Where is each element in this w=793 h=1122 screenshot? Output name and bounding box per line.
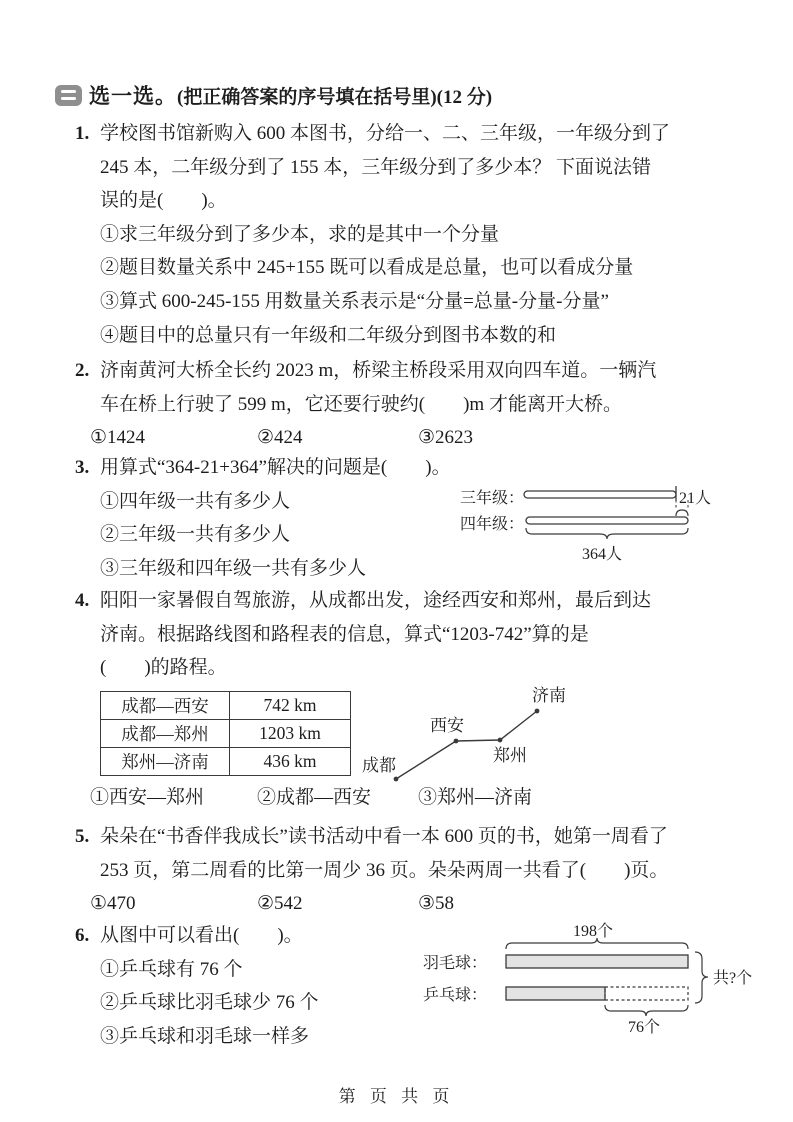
question-line: 济南。根据路线图和路程表的信息，算式“1203-742”算的是	[100, 623, 589, 645]
question-line: 济南黄河大桥全长约 2023 m，桥梁主桥段采用双向四车道。一辆汽	[100, 360, 657, 381]
option-item: ③2623	[418, 427, 474, 449]
badminton-label: 羽毛球：	[423, 955, 488, 972]
options-row	[90, 887, 745, 921]
option-item: ③郑州—济南	[418, 786, 533, 808]
total-label: 共?个	[713, 970, 753, 987]
option-item: ①470	[90, 893, 136, 915]
grade3-label: 三年级：	[460, 490, 525, 507]
city-label-chengdu: 成都	[362, 755, 396, 775]
option-item: ①乒乓球有 76 个	[100, 958, 243, 980]
question-line: 用算式“364-21+364”解决的问题是( )。	[100, 457, 451, 478]
question-line: 阳阳一家暑假自驾旅游，从成都出发，途经西安和郑州，最后到达	[100, 590, 652, 611]
difference-label: 21人	[679, 490, 712, 507]
under-brace	[526, 528, 688, 539]
grade4-bar	[526, 517, 688, 524]
section-number-text	[68, 95, 69, 96]
grade-bar-diagram	[460, 483, 770, 568]
route-map	[360, 683, 620, 793]
option-item: ③58	[418, 893, 455, 915]
ball-count-diagram	[423, 922, 763, 1037]
distance-cell: 1203 km	[230, 719, 351, 747]
question-number: 1.	[75, 123, 90, 144]
city-label-xian: 西安	[430, 715, 464, 735]
option-item: ②题目数量关系中 245+155 既可以看成是总量，也可以看成分量	[100, 257, 634, 279]
question-number: 3.	[75, 457, 90, 478]
page-footer: 第 页 共 页	[338, 1087, 455, 1106]
difference-label: 76个	[628, 1019, 661, 1036]
option-item: ②542	[257, 893, 303, 915]
option-item: ③算式 600-245-155 用数量关系表示是“分量=总量-分量-分量”	[100, 290, 609, 312]
pingpong-label: 乒乓球：	[423, 987, 488, 1004]
question-number: 2.	[75, 360, 90, 381]
option-item: ①四年级一共有多少人	[100, 490, 291, 512]
section-subtitle: (把正确答案的序号填在括号里)(12 分)	[177, 86, 493, 108]
section-header	[55, 80, 492, 110]
option-item: ①1424	[90, 427, 146, 449]
question-line: 车在桥上行驶了 599 m，它还要行驶约( )m 才能离开大桥。	[100, 393, 622, 415]
question-line: 误的是( )。	[100, 190, 227, 212]
question-1	[55, 117, 745, 352]
table-row	[101, 747, 351, 775]
question-line: 253 页，第二周看的比第一周少 36 页。朵朵两周一共看了( )页。	[100, 859, 669, 881]
badge-stroke	[61, 90, 76, 93]
question-number: 5.	[75, 826, 90, 847]
badge-stroke	[61, 97, 76, 100]
pingpong-missing-bar	[605, 987, 688, 1000]
badminton-count-label: 198个	[573, 923, 614, 940]
question-3	[55, 451, 745, 585]
question-line: 从图中可以看出( )。	[100, 925, 303, 946]
question-line: 学校图书馆新购入 600 本图书，分给一、二、三年级，一年级分到了	[100, 123, 671, 144]
distance-table	[100, 691, 351, 776]
options-row	[90, 781, 745, 815]
route-line	[396, 711, 537, 779]
question-line: 245 本，二年级分到了 155 本，三年级分到了多少本？ 下面说法错	[100, 156, 652, 178]
option-item: ②424	[257, 427, 303, 449]
city-label-jinan: 济南	[532, 685, 566, 705]
under-brace	[605, 1005, 688, 1016]
pingpong-bar	[506, 987, 605, 1000]
question-5	[55, 820, 745, 921]
total-label: 364人	[582, 546, 623, 563]
option-item: ①西安—郑州	[90, 786, 205, 808]
route-cell: 成都—郑州	[101, 719, 230, 747]
small-brace	[676, 510, 688, 516]
route-cell: 郑州—济南	[101, 747, 230, 775]
question-number: 4.	[75, 590, 90, 611]
section-title: 选一选。	[89, 84, 177, 108]
right-brace	[695, 952, 708, 1003]
figure-row	[100, 685, 745, 775]
option-item: ③乒乓球和羽毛球一样多	[100, 1025, 310, 1047]
option-item: ②乒乓球比羽毛球少 76 个	[100, 992, 319, 1014]
option-item: ③三年级和四年级一共有多少人	[100, 557, 367, 579]
option-item: ②成都—西安	[257, 786, 372, 808]
table-row	[101, 719, 351, 747]
question-line: ( )的路程。	[100, 657, 227, 679]
table-row	[101, 691, 351, 719]
grade3-bar	[524, 491, 676, 498]
route-cell: 成都—西安	[101, 691, 230, 719]
question-number: 6.	[75, 925, 90, 946]
badminton-bar	[506, 955, 688, 968]
distance-cell: 742 km	[230, 691, 351, 719]
section-number-badge	[55, 85, 82, 106]
option-item: ④题目中的总量只有一年级和二年级分到图书本数的和	[100, 324, 557, 346]
city-dot-jinan	[535, 708, 540, 713]
option-item: ②三年级一共有多少人	[100, 524, 291, 546]
option-item: ①求三年级分到了多少本，求的是其中一个分量	[100, 223, 500, 245]
distance-cell: 436 km	[230, 747, 351, 775]
options-row	[90, 421, 745, 455]
city-dot-xian	[454, 738, 459, 743]
question-6	[55, 919, 753, 1053]
grade4-label: 四年级：	[460, 516, 525, 533]
question-2	[55, 354, 745, 455]
city-label-zhengzhou: 郑州	[493, 745, 527, 765]
question-line: 朵朵在“书香伴我成长”读书活动中看一本 600 页的书，她第一周看了	[100, 826, 668, 847]
question-4	[55, 584, 745, 814]
over-brace	[506, 938, 688, 949]
city-dot-zhengzhou	[498, 737, 503, 742]
